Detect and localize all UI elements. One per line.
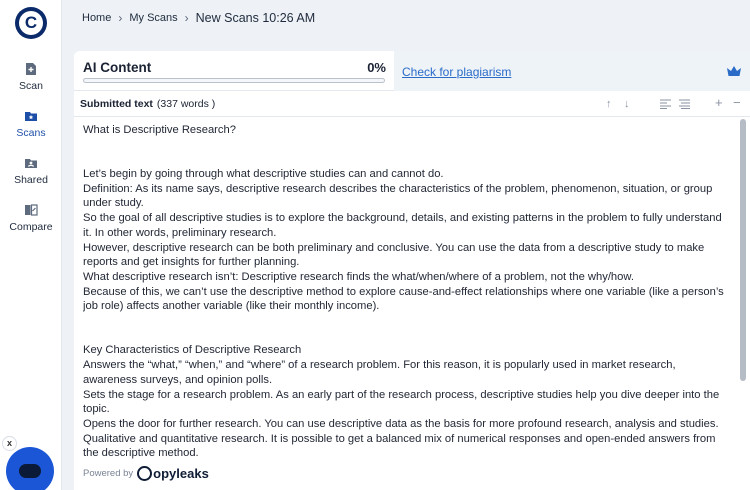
copyleaks-logo[interactable] bbox=[15, 7, 47, 39]
check-plagiarism-link[interactable]: Check for plagiarism bbox=[402, 65, 512, 79]
align-left-icon[interactable] bbox=[660, 99, 671, 109]
shared-folder-icon bbox=[24, 156, 38, 170]
paragraph: Opens the door for further research. You can use descriptive data as the basis for more profound research, analysis and studies. bbox=[83, 418, 719, 430]
copyleaks-brand[interactable] bbox=[137, 466, 209, 481]
results-panel bbox=[74, 51, 750, 490]
submitted-text-header bbox=[74, 91, 750, 117]
breadcrumb bbox=[82, 11, 315, 25]
paragraph: Key Characteristics of Descriptive Research bbox=[83, 344, 302, 357]
zoom-out-button[interactable]: − bbox=[733, 95, 741, 110]
submitted-text-label: Submitted text bbox=[80, 98, 153, 110]
sidebar-item-label: Scans bbox=[16, 127, 46, 139]
tab-bar bbox=[394, 51, 750, 91]
powered-by bbox=[83, 466, 209, 481]
folder-star-icon bbox=[24, 109, 38, 123]
compare-icon bbox=[24, 203, 38, 217]
paragraph: Qualitative and quantitative research. It is possible to get a balanced mix of numerical responses and open-ended answers from the descriptive method. bbox=[83, 432, 716, 460]
align-justify-icon[interactable] bbox=[679, 99, 690, 109]
chat-bubble-icon bbox=[19, 464, 41, 478]
logo-letter: C bbox=[19, 11, 43, 35]
crown-icon[interactable] bbox=[726, 65, 742, 77]
chat-button[interactable] bbox=[6, 447, 54, 490]
breadcrumb-current: New Scans 10:26 AM bbox=[195, 11, 316, 25]
sidebar bbox=[0, 0, 62, 490]
chat-close-button[interactable]: x bbox=[2, 436, 17, 451]
text-scrollbar[interactable] bbox=[740, 119, 746, 381]
blank-line bbox=[83, 314, 731, 329]
word-count: (337 words ) bbox=[156, 98, 216, 110]
sidebar-item-scans[interactable] bbox=[0, 109, 62, 139]
sidebar-item-shared[interactable] bbox=[0, 156, 62, 186]
powered-by-label: Powered by bbox=[83, 468, 134, 479]
ai-content-label: AI Content bbox=[83, 60, 152, 75]
sidebar-item-label: Scan bbox=[19, 80, 43, 92]
chevron-right-icon: › bbox=[118, 11, 123, 25]
paragraph: Because of this, we can’t use the descriptive method to explore cause-and-effect relationships where one variable (like a person’s job role) affects another variable (like their monthly income). bbox=[83, 285, 724, 313]
paragraph: Answers the “what,” “when,” and “where” of a research problem. For this reason, it is popularly used in market research, awareness surveys, and opinion polls. bbox=[83, 359, 676, 386]
copyleaks-brand-text: opyleaks bbox=[153, 466, 209, 481]
sidebar-item-scan[interactable] bbox=[0, 62, 62, 92]
paragraph: What descriptive research isn’t: Descriptive research finds the what/when/where of a problem, not the why/how. bbox=[83, 271, 634, 283]
submitted-text-title bbox=[80, 98, 215, 110]
breadcrumb-my-scans[interactable]: My Scans bbox=[129, 12, 178, 24]
new-scan-icon bbox=[24, 62, 38, 76]
copyleaks-c-icon bbox=[137, 466, 152, 481]
chevron-right-icon: › bbox=[184, 11, 189, 25]
paragraph: Sets the stage for a research problem. As an early part of the research process, descriptive studies help you dive deeper into the topic. bbox=[83, 388, 720, 416]
tab-ai-content[interactable] bbox=[74, 51, 394, 91]
paragraph: Definition: As its name says, descriptive research describes the characteristics of the problem, phenomenon, situation, or group under study. bbox=[83, 182, 713, 210]
arrow-up-icon[interactable]: ↑ bbox=[606, 98, 612, 110]
sidebar-item-compare[interactable] bbox=[0, 203, 62, 233]
paragraph: Let’s begin by going through what descriptive studies can and cannot do. bbox=[83, 168, 444, 181]
breadcrumb-home[interactable]: Home bbox=[82, 12, 112, 24]
zoom-in-button[interactable]: + bbox=[715, 95, 723, 110]
sidebar-item-label: Compare bbox=[9, 221, 53, 233]
blank-line bbox=[83, 152, 731, 167]
ai-content-progress-bar bbox=[83, 78, 385, 83]
blank-line bbox=[83, 138, 731, 153]
ai-content-percent: 0% bbox=[367, 60, 386, 75]
blank-line bbox=[83, 329, 731, 344]
paragraph: However, descriptive research can be both preliminary and conclusive. You can use the data from a descriptive study to make reports and get insights for further planning. bbox=[83, 241, 705, 269]
sidebar-item-label: Shared bbox=[14, 174, 48, 186]
paragraph: So the goal of all descriptive studies is to explore the background, details, and existing patterns in the problem to fully understand it. In other words, preliminary research. bbox=[83, 212, 722, 239]
arrow-down-icon[interactable]: ↓ bbox=[624, 98, 630, 110]
submitted-text-body bbox=[83, 123, 731, 463]
document-heading: What is Descriptive Research? bbox=[83, 124, 236, 136]
